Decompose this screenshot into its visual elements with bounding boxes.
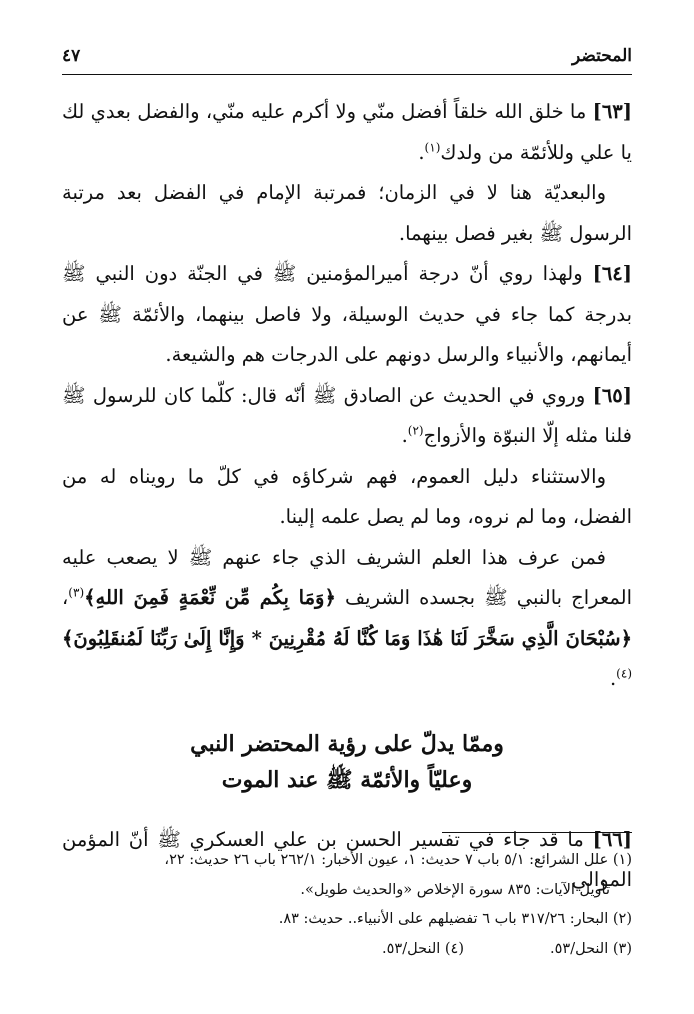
hadith-text: ما خلق الله خلقاً أفضل منّي ولا أكرم عليه منّي، والفضل بعدي لك يا علي وللأئمّة من ولدك (62, 100, 632, 164)
footnotes (62, 846, 632, 964)
hadith-number: [٦٣] (592, 100, 632, 123)
main-text (62, 92, 632, 901)
footnotes-3-4 (62, 935, 632, 965)
hadith-text: ما قد جاء في تفسير الحسن بن علي العسكري ﷺ أنّ المؤمن الموالي (62, 827, 632, 891)
quran-verse: ﴿وَمَا بِكُم مِّن نِّعْمَةٍ فَمِنَ اللهِ﴾ (84, 586, 336, 609)
commentary-text: فمن عرف هذا العلم الشريف الذي جاء عنهم ﷺ لا يصعب عليه المعراج بالنبي ﷺ بجسده الشريف (62, 545, 632, 609)
footnote-ref[interactable]: (٣) (68, 585, 85, 600)
hadith-number: [٦٥] (592, 383, 632, 407)
punctuation: . (609, 667, 617, 690)
section-heading-line: وعليّاً والأئمّة ﷺ عند الموت (221, 766, 473, 793)
footnote-ref[interactable]: (١) (424, 140, 441, 154)
footnote-4: (٤) النحل/٥٣. (382, 940, 465, 957)
footnote-1-continued: تأويل الآيات: ٨٣٥ سورة الإخلاص «والحديث طويل». (300, 881, 610, 898)
punctuation: . (401, 424, 408, 447)
commentary-paragraph: والبعديّة هنا لا في الزمان؛ فمرتبة الإمام في الفضل بعد مرتبة الرسول ﷺ بغير فصل بينهما. (62, 181, 632, 245)
hadith-text: وروي في الحديث عن الصادق ﷺ أنّه قال: كلّما كان للرسول ﷺ فلنا مثله إلّا النبوّة والأزواج (62, 383, 632, 447)
quran-verse: ﴿سُبْحَانَ الَّذِي سَخَّرَ لَنَا هَٰذَا وَمَا كُنَّا لَهُ مُقْرِنِينَ * وَإِنَّا إِلَىٰ رَبِّنَا لَمُنقَلِبُونَ﴾ (62, 626, 632, 650)
hadith-63 (62, 92, 632, 173)
footnote-ref[interactable]: (٢) (407, 423, 424, 438)
section-heading-line: وممّا يدلّ على رؤية المحتضر النبي (190, 730, 504, 757)
footnote-3: (٣) النحل/٥٣. (550, 940, 632, 957)
hadith-65 (62, 376, 632, 457)
commentary-paragraph: والاستثناء دليل العموم، فهم شركاؤه في كلّ ما رويناه له من الفضل، وما لم نروه، وما لم يصل علمه إلينا. (62, 464, 632, 528)
footnote-ref[interactable]: (٤) (616, 666, 632, 681)
footnote-divider (442, 832, 632, 833)
page-header (62, 40, 632, 75)
commentary-paragraph (62, 538, 632, 700)
hadith-number: [٦٤] (592, 262, 632, 285)
hadith-64 (62, 254, 632, 376)
separator: ، (62, 586, 69, 609)
hadith-text: ولهذا روي أنّ درجة أميرالمؤمنين ﷺ في الجنّة دون النبي ﷺ بدرجة كما جاء في حديث الوسيلة، ولا فاصل بينهما، والأئمّة ﷺ عن أيمانهم، والأنبياء والرسل دونهم على الدرجات هم والشيعة. (62, 262, 632, 366)
section-heading (62, 726, 632, 798)
running-title: المحتضر (572, 46, 632, 66)
footnote-2: (٢) البحار: ٣١٧/٢٦ باب ٦ تفضيلهم على الأنبياء.. حديث: ٨٣. (278, 911, 632, 927)
hadith-number: [٦٦] (592, 827, 632, 851)
page-number: ٤٧ (62, 46, 81, 66)
footnote-1: (١) علل الشرائع: ٥/١ باب ٧ حديث: ١، عيون الأخبار: ٢٦٢/١ باب ٢٦ حديث: ٢٢، (164, 852, 632, 868)
punctuation: . (418, 140, 425, 164)
